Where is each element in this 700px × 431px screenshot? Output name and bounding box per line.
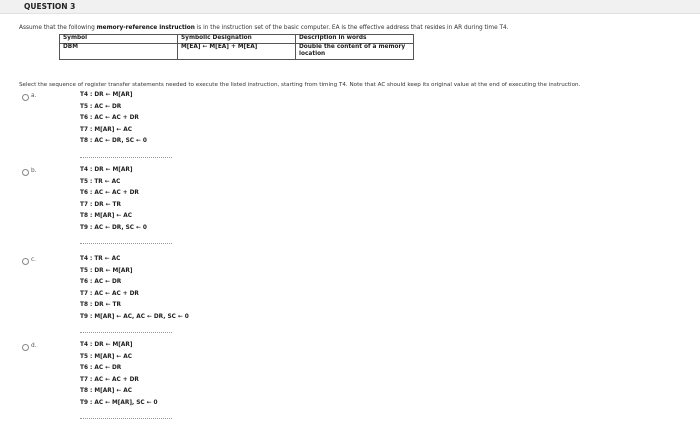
step-line: T4 : DR ← M[AR] <box>80 342 133 348</box>
intro-text-bold: memory-reference instruction <box>96 25 195 31</box>
header-description: Description in words <box>296 35 414 44</box>
step-line: T9 : AC ← DR, SC ← 0 <box>80 224 147 231</box>
step-line: T6 : AC ← AC + DR <box>80 115 139 121</box>
separator-dots <box>80 332 172 333</box>
step-line: T8 : M[AR] ← AC <box>80 388 132 394</box>
step-line: T9 : AC ← M[AR], SC ← 0 <box>80 399 158 406</box>
step-line: T6 : AC ← DR <box>80 365 122 371</box>
header-symbolic-designation: Symbolic Designation <box>178 35 296 44</box>
step-line: T6 : AC ← AC + DR <box>80 190 139 196</box>
cell-symbol: DBM <box>60 43 178 59</box>
step-line: T8 : M[AR] ← AC <box>80 213 132 219</box>
radio-button-c[interactable] <box>22 258 29 265</box>
select-instructions: Select the sequence of register transfer statements needed to execute the listed instruction, starting from timing T4. Note that AC should keep its original value at the end of executing the instruction. <box>19 82 581 88</box>
option-steps-d <box>80 340 158 409</box>
step-line: T5 : DR ← M[AR] <box>80 267 133 274</box>
step-line: T7 : AC ← AC + DR <box>80 290 139 297</box>
separator-dots <box>80 243 172 244</box>
step-line: T6 : AC ← DR <box>80 279 122 285</box>
step-line: T8 : DR ← TR <box>80 302 121 308</box>
step-line: T7 : DR ← TR <box>80 201 121 208</box>
intro-text-end: is in the instruction set of the basic computer. EA is the effective address that resides in AR during time T4. <box>194 25 509 31</box>
step-line: T8 : AC ← DR, SC ← 0 <box>80 138 147 144</box>
question-header <box>0 0 700 14</box>
step-line: T4 : TR ← AC <box>80 256 121 262</box>
option-steps-c <box>80 254 189 323</box>
option-letter-a: a. <box>31 93 37 99</box>
header-symbol: Symbol <box>60 35 178 44</box>
radio-button-b[interactable] <box>22 169 29 176</box>
option-letter-d: d. <box>31 343 37 349</box>
separator-dots <box>80 418 172 419</box>
separator-dots <box>80 157 172 158</box>
step-line: T5 : M[AR] ← AC <box>80 353 132 360</box>
step-line: T5 : AC ← DR <box>80 103 122 110</box>
instruction-table <box>59 34 414 60</box>
option-steps-a <box>80 90 147 148</box>
radio-button-d[interactable] <box>22 344 29 351</box>
cell-description: Double the content of a memory location <box>296 43 414 59</box>
option-letter-c: c. <box>31 257 37 263</box>
option-letter-b: b. <box>31 168 37 174</box>
step-line: T4 : DR ← M[AR] <box>80 167 133 173</box>
step-line: T9 : M[AR] ← AC, AC ← DR, SC ← 0 <box>80 313 189 320</box>
step-line: T7 : M[AR] ← AC <box>80 126 132 133</box>
step-line: T5 : TR ← AC <box>80 178 121 185</box>
question-intro <box>19 25 509 31</box>
step-line: T4 : DR ← M[AR] <box>80 92 133 98</box>
table-header-row <box>60 35 414 44</box>
question-title: QUESTION 3 <box>24 2 76 11</box>
cell-symbolic-designation: M[EA] ← M[EA] + M[EA] <box>178 43 296 59</box>
radio-button-a[interactable] <box>22 94 29 101</box>
intro-text-start: Assume that the following <box>19 25 97 31</box>
table-row <box>60 43 414 59</box>
step-line: T7 : AC ← AC + DR <box>80 376 139 383</box>
option-steps-b <box>80 165 147 234</box>
